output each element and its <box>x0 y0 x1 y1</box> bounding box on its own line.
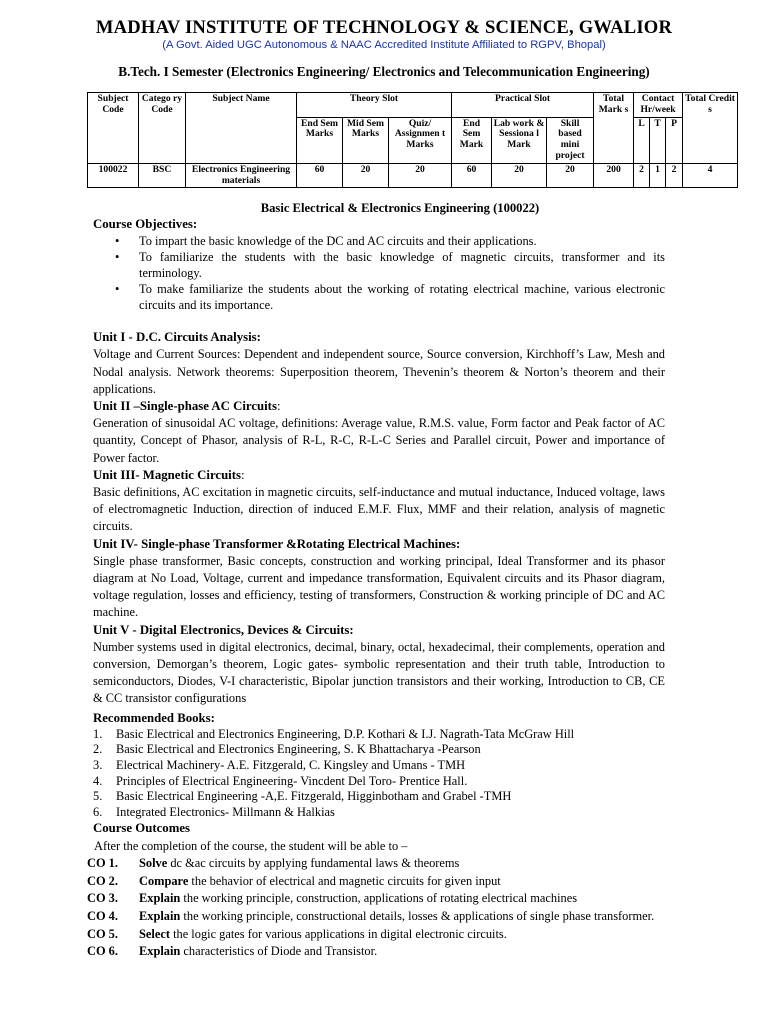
unit-3-text: Basic definitions, AC excitation in magnetic circuits, self-inductance and mutual inductance, Induced voltage, laws of electromagnetic Induction, direction of induced E.M.F. Flux, MMF and their relation, analysis of magnetic circuits. <box>93 485 665 534</box>
list-item: CO 6. Explain characteristics of Diode and Transistor. <box>87 944 378 959</box>
unit-5-heading: Unit V - Digital Electronics, Devices & Circuits: <box>93 622 354 637</box>
header-subject-code: Subject Code <box>88 93 139 164</box>
unit-2-text: Generation of sinusoidal AC voltage, definitions: Average value, R.M.S. value, Form factor and Peak factor of AC quantity, Concept of Phasor, analysis of R-L, R-C, R-L-C Series and Parallel circuit, Power and importance of Power factor. <box>93 416 665 465</box>
outcomes-heading: Course Outcomes <box>93 821 191 836</box>
list-item: CO 3. Explain the working principle, construction, applications of rotating electrical machines <box>87 891 578 906</box>
list-item: CO 5. Select the logic gates for various applications in digital electronic circuits. <box>87 926 507 941</box>
books-list <box>93 727 665 821</box>
outcomes-list <box>87 855 665 960</box>
list-item: CO 2. Compare the behavior of electrical and magnetic circuits for given input <box>87 873 501 888</box>
list-item: 3. Electrical Machinery- A.E. Fitzgerald, C. Kingsley and Umans - TMH <box>93 758 466 773</box>
header-practical-end-sem: End Sem Mark <box>452 117 492 163</box>
unit-5-text: Number systems used in digital electronics, decimal, binary, octal, hexadecimal, their complements, operation and conversion, Demorgan’s theorem, Logic gates- symbolic representation and their truth table, Introduction to semiconductors, Diodes, V-I characteristic, Bipolar junction transistors and their working, Introduction to CB, CE & CC transistor configurations <box>93 639 665 706</box>
header-lab-work: Lab work & Sessiona l Mark <box>492 117 547 163</box>
scheme-table <box>87 92 738 188</box>
list-item: CO 1. Solve dc &ac circuits by applying fundamental laws & theorems <box>87 856 460 871</box>
header-end-sem: End Sem Marks <box>297 117 343 163</box>
header-category-code: Catego ry Code <box>139 93 186 164</box>
header-l: L <box>634 117 650 163</box>
cell-subject-name: Electronics Engineering materials <box>186 163 297 188</box>
table-row <box>88 163 738 188</box>
header-skill-project: Skill based mini project <box>547 117 594 163</box>
unit-2-heading: Unit II –Single-phase AC Circuits: <box>93 399 281 414</box>
program-title: B.Tech. I Semester (Electronics Engineering/ Electronics and Telecommunication Engineering) <box>118 64 650 79</box>
books-heading: Recommended Books: <box>93 710 215 725</box>
unit-4-heading: Unit IV- Single-phase Transformer &Rotating Electrical Machines: <box>93 536 461 551</box>
list-item: • To impart the basic knowledge of the DC and AC circuits and their applications. <box>115 234 537 249</box>
objectives-list <box>93 233 665 313</box>
list-item: 2. Basic Electrical and Electronics Engineering, S. K Bhattacharya -Pearson <box>93 742 481 757</box>
unit-4-text: Single phase transformer, Basic concepts, construction and working principal, Ideal Transformer and its phasor diagram at No Load, Voltage, current and impedance transformation, Equivalent circuits and its Phasor diagram, voltage regulation, losses and efficiency, testing of transformers, Construction & working principle of DC and AC machine. <box>93 553 665 620</box>
cell-credits: 4 <box>683 163 738 188</box>
cell-end-sem: 60 <box>297 163 343 188</box>
header-t: T <box>650 117 666 163</box>
cell-category: BSC <box>139 163 186 188</box>
list-item: 4. Principles of Electrical Engineering- Vincdent Del Toro- Prentice Hall. <box>93 773 468 788</box>
unit-1-heading: Unit I - D.C. Circuits Analysis: <box>93 330 261 345</box>
list-item: • To familiarize the students with the basic knowledge of magnetic circuits, transformer and its terminology. <box>115 250 665 281</box>
header-quiz: Quiz/ Assignmen t Marks <box>389 117 452 163</box>
bullet-icon: • <box>115 250 120 265</box>
header-theory-slot: Theory Slot <box>297 93 452 118</box>
cell-lab-work: 20 <box>492 163 547 188</box>
cell-quiz: 20 <box>389 163 452 188</box>
cell-mid-sem: 20 <box>343 163 389 188</box>
cell-p: 2 <box>666 163 683 188</box>
header-total-marks: Total Mark s <box>594 93 634 164</box>
list-item: 6. Integrated Electronics- Millmann & Halkias <box>93 804 335 819</box>
header-p: P <box>666 117 683 163</box>
cell-l: 2 <box>634 163 650 188</box>
cell-practical-end-sem: 60 <box>452 163 492 188</box>
bullet-icon: • <box>115 234 120 249</box>
list-item: • To make familiarize the students about the working of rotating electrical machine, various electronic circuits and its importance. <box>115 282 665 313</box>
header-subject-name: Subject Name <box>186 93 297 164</box>
header-total-credits: Total Credit s <box>683 93 738 164</box>
course-content <box>87 216 665 961</box>
institute-subtitle: (A Govt. Aided UGC Autonomous & NAAC Accredited Institute Affiliated to RGPV, Bhopal) <box>162 39 606 51</box>
cell-subject-code: 100022 <box>88 163 139 188</box>
list-item: CO 4. Explain the working principle, constructional details, losses & applications of single phase transformer. <box>87 909 655 924</box>
cell-t: 1 <box>650 163 666 188</box>
header-contact-hours: Contact Hr/week <box>634 93 683 118</box>
bullet-icon: • <box>115 282 120 297</box>
header-mid-sem: Mid Sem Marks <box>343 117 389 163</box>
institute-name: MADHAV INSTITUTE OF TECHNOLOGY & SCIENCE, GWALIOR <box>95 17 673 38</box>
course-title: Basic Electrical & Electronics Engineering (100022) <box>260 201 540 215</box>
unit-3-heading: Unit III- Magnetic Circuits: <box>93 467 245 482</box>
outcomes-intro: After the completion of the course, the student will be able to – <box>94 838 408 853</box>
list-item: 1. Basic Electrical and Electronics Engineering, D.P. Kothari & I.J. Nagrath-Tata McGraw Hill <box>93 726 575 741</box>
list-item: 5. Basic Electrical Engineering -A,E. Fitzgerald, Higginbotham and Grabel -TMH <box>93 789 512 804</box>
header-practical-slot: Practical Slot <box>452 93 594 118</box>
cell-skill-project: 20 <box>547 163 594 188</box>
objectives-heading: Course Objectives: <box>93 217 198 231</box>
cell-total-marks: 200 <box>594 163 634 188</box>
unit-1-text: Voltage and Current Sources: Dependent and independent source, Source conversion, Kirchhoff’s Law, Mesh and Nodal analysis. Network theorems: Superposition theorem, Thevenin’s theorem & Norton’s theorem and their applications. <box>93 347 665 396</box>
